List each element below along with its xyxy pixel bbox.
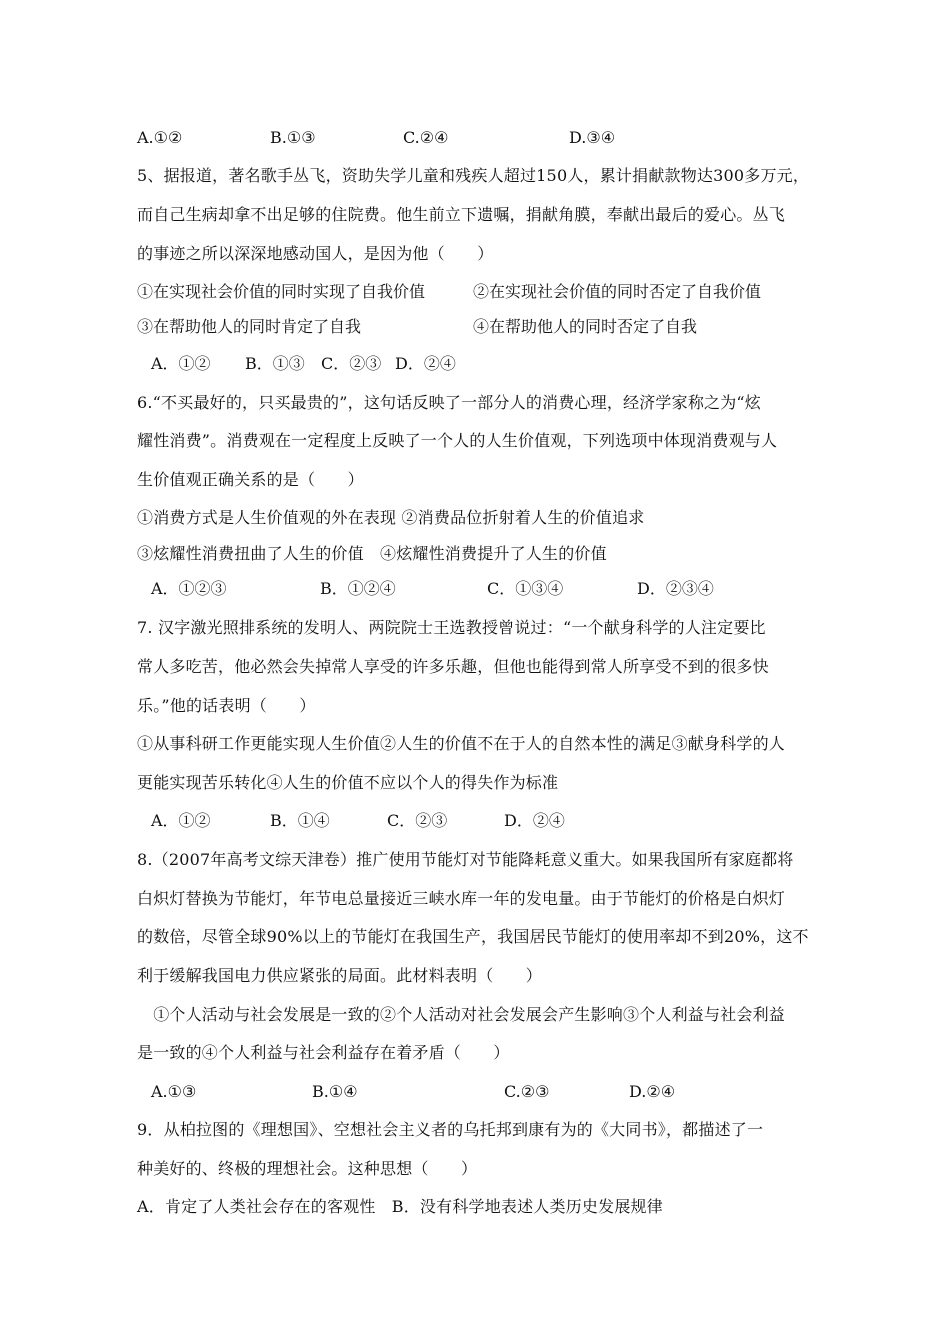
q8-statements-line-2: 是一致的④个人利益与社会利益存在着矛盾（ ） bbox=[137, 1043, 510, 1062]
q5-option-c: C．②③ bbox=[321, 354, 382, 373]
q6-option-c: C．①③④ bbox=[487, 579, 564, 598]
q6-option-d: D．②③④ bbox=[637, 579, 714, 598]
q5-option-b: B．①③ bbox=[245, 354, 305, 373]
q7-stem-line-3: 乐。”他的话表明（ ） bbox=[137, 696, 316, 715]
q7-stem-line-1: 7. 汉字激光照排系统的发明人、两院院士王选教授曾说过：“一个献身科学的人注定要比 bbox=[137, 618, 766, 637]
q8-stem-line-1: 8.（2007年高考文综天津卷）推广使用节能灯对节能降耗意义重大。如果我国所有家庭都将 bbox=[137, 850, 794, 869]
q8-option-a: A.①③ bbox=[151, 1082, 197, 1101]
q6-statements-line-1: ①消费方式是人生价值观的外在表现 ②消费品位折射着人生的价值追求 bbox=[137, 508, 645, 527]
q5-statement-1: ①在实现社会价值的同时实现了自我价值 bbox=[137, 282, 426, 301]
q5-statement-4: ④在帮助他人的同时否定了自我 bbox=[473, 317, 698, 336]
q7-option-a: A．①② bbox=[151, 811, 211, 830]
q6-option-a: A．①②③ bbox=[151, 579, 227, 598]
q5-stem-line-1: 5、据报道，著名歌手丛飞，资助失学儿童和残疾人超过150人，累计捐献款物达300多万元， bbox=[137, 166, 810, 185]
q5-statement-3: ③在帮助他人的同时肯定了自我 bbox=[137, 317, 362, 336]
q8-statements-line-1: ①个人活动与社会发展是一致的②个人活动对社会发展会产生影响③个人利益与社会利益 bbox=[137, 1005, 786, 1024]
q8-stem-line-3: 的数倍，尽管全球90%以上的节能灯在我国生产，我国居民节能灯的使用率却不到20%，这不 bbox=[137, 927, 809, 946]
q4-option-b: B.①③ bbox=[270, 128, 316, 147]
q7-statements-line-1: ①从事科研工作更能实现人生价值②人生的价值不在于人的自然本性的满足③献身科学的人 bbox=[137, 734, 786, 753]
q6-option-b: B．①②④ bbox=[320, 579, 396, 598]
q8-option-c: C.②③ bbox=[504, 1082, 550, 1101]
q5-option-d: D．②④ bbox=[395, 354, 456, 373]
q7-option-b: B．①④ bbox=[270, 811, 330, 830]
q7-option-c: C．②③ bbox=[387, 811, 448, 830]
q4-option-d: D.③④ bbox=[569, 128, 616, 147]
q9-stem-line-1: 9．从柏拉图的《理想国》、空想社会主义者的乌托邦到康有为的《大同书》，都描述了一 bbox=[137, 1120, 764, 1139]
q7-option-d: D．②④ bbox=[504, 811, 565, 830]
q6-statements-line-2: ③炫耀性消费扭曲了人生的价值 ④炫耀性消费提升了人生的价值 bbox=[137, 544, 607, 563]
q9-stem-line-2: 种美好的、终极的理想社会。这种思想（ ） bbox=[137, 1159, 478, 1178]
q5-stem-line-3: 的事迹之所以深深地感动国人，是因为他（ ） bbox=[137, 244, 494, 263]
q8-stem-line-2: 白炽灯替换为节能灯，年节电总量接近三峡水库一年的发电量。由于节能灯的价格是白炽灯 bbox=[137, 889, 786, 908]
q5-stem-line-2: 而自己生病却拿不出足够的住院费。他生前立下遗嘱，捐献角膜，奉献出最后的爱心。丛飞 bbox=[137, 205, 786, 224]
q6-stem-line-2: 耀性消费”。消费观在一定程度上反映了一个人的人生价值观，下列选项中体现消费观与人 bbox=[137, 431, 778, 450]
q4-option-c: C.②④ bbox=[403, 128, 449, 147]
q6-stem-line-3: 生价值观正确关系的是（ ） bbox=[137, 470, 364, 489]
q8-stem-line-4: 利于缓解我国电力供应紧张的局面。此材料表明（ ） bbox=[137, 966, 543, 985]
q9-options-line-1: A．肯定了人类社会存在的客观性 B．没有科学地表述人类历史发展规律 bbox=[137, 1197, 663, 1216]
q5-option-a: A．①② bbox=[151, 354, 211, 373]
q4-option-a: A.①② bbox=[137, 128, 183, 147]
q6-stem-line-1: 6.“不买最好的，只买最贵的”，这句话反映了一部分人的消费心理，经济学家称之为“炫 bbox=[137, 393, 762, 412]
q8-option-d: D.②④ bbox=[629, 1082, 676, 1101]
q5-statement-2: ②在实现社会价值的同时否定了自我价值 bbox=[473, 282, 762, 301]
q7-statements-line-2: 更能实现苦乐转化④人生的价值不应以个人的得失作为标准 bbox=[137, 773, 559, 792]
q7-stem-line-2: 常人多吃苦，他必然会失掉常人享受的许多乐趣，但他也能得到常人所享受不到的很多快 bbox=[137, 657, 769, 676]
q8-option-b: B.①④ bbox=[312, 1082, 358, 1101]
